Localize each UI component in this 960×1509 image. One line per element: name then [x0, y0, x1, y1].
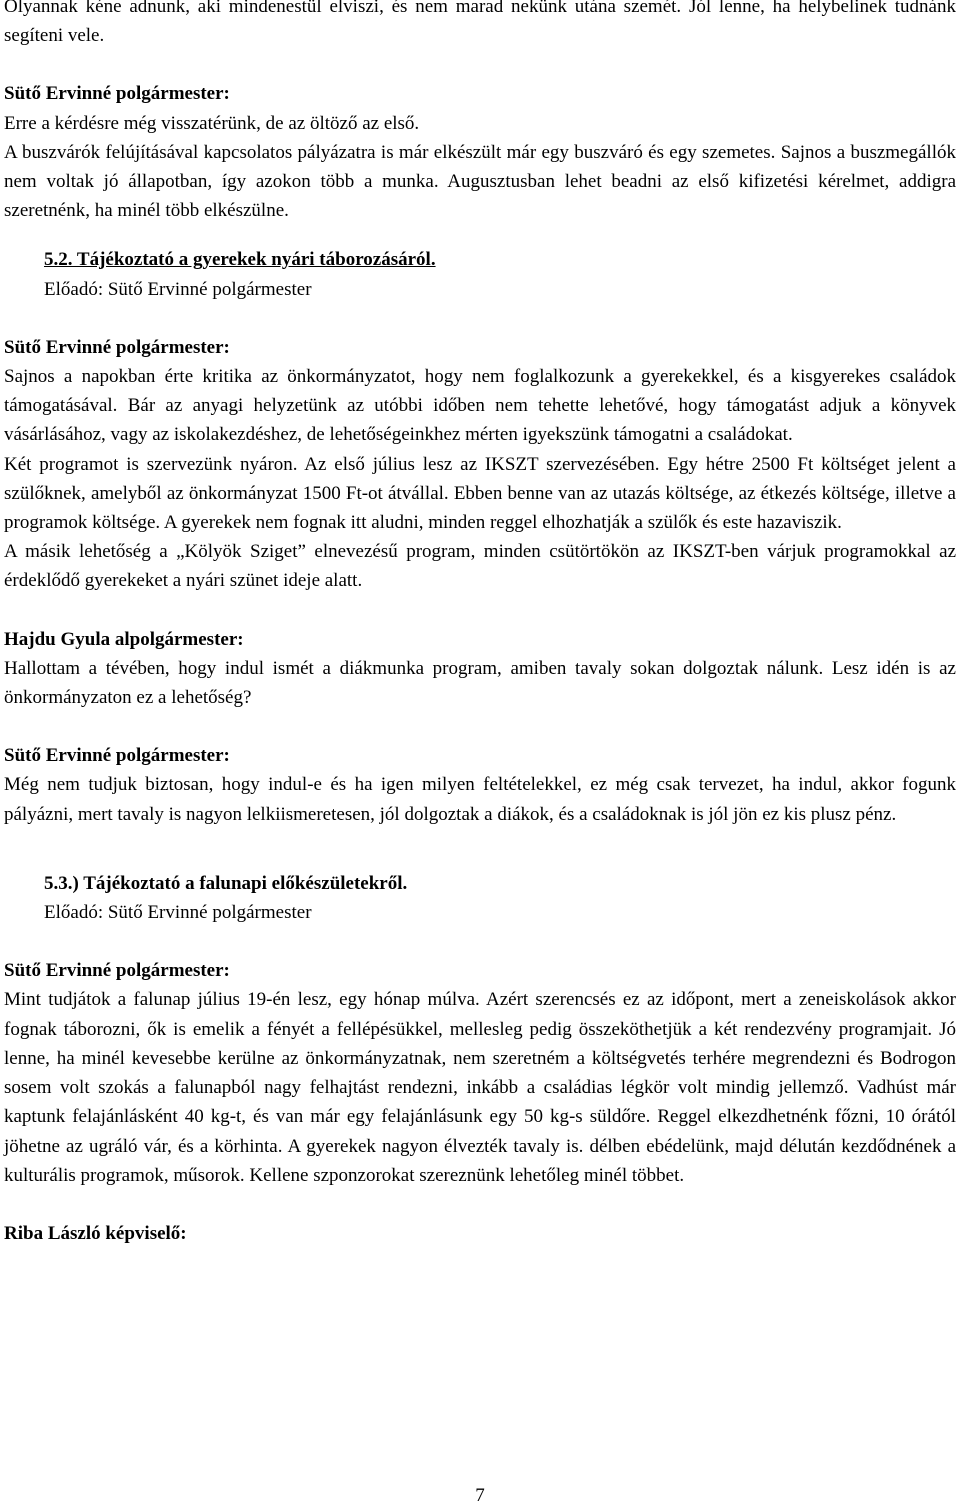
spacer — [4, 596, 956, 625]
spacer — [4, 829, 956, 869]
speaker-label: Sütő Ervinné polgármester: — [4, 336, 230, 358]
spacer — [4, 927, 956, 956]
document-body — [4, 0, 956, 1248]
section-heading: 5.3.) Tájékoztató a falunapi előkészületekről. — [44, 872, 408, 894]
paragraph: A másik lehetőség a „Kölyök Sziget” elnevezésű program, minden csütörtökön az IKSZT-ben várjuk programokkal az érdeklődő gyerekeket a nyári szünet ideje alatt. — [4, 541, 956, 592]
paragraph: Még nem tudjuk biztosan, hogy indul-e és ha igen milyen feltételekkel, ez még csak tervezet, ha indul, akkor fogunk pályázni, mert tavaly is nagyon lelkiismeretesen, jól dolgoztak a diákok, és a családoknak is jól jön ez kis plusz pénz. — [4, 774, 956, 825]
paragraph: Olyannak kéne adnunk, aki mindenestül elviszi, és nem marad nekünk utána szemét. Jól lenne, ha helybelinek tudnánk segíteni vele. — [4, 0, 956, 47]
spacer — [4, 1190, 956, 1219]
spacer — [4, 712, 956, 741]
paragraph: Erre a kérdésre még visszatérünk, de az öltöző az első. — [4, 112, 420, 134]
section-heading: 5.2. Tájékoztató a gyerekek nyári táborozásáról. — [44, 249, 436, 271]
paragraph: Mint tudjátok a falunap július 19-én lesz, egy hónap múlva. Azért szerencsés ez az időpont, mert a zeneiskolások akkor fognak táborozni, ők is emelik a fényét a fellépésükkel, mellesleg pedig összeköthetjük a két rendezvény programjait. Jó lenne, ha minél kevesebbe kerülne az önkormányzatnak, nem szeretném a költségvetés terhére megrendezni és Bodrogon sosem volt szokás a falunapból nagy felhajtást rendezni, inkább a családias légkör volt mindig jellemző. Vadhúst már kaptunk felajánlásként 40 kg-t, és van már egy felajánlásunk egy 50 kg-s süldőre. Reggel elkezdhetnénk főzni, 10 órától jöhetne az ugráló vár, és a körhinta. A gyerekek nagyon élvezték tavaly is. délben ebédelünk, majd délután kezdődnének a kulturális programok, műsorok. Kellene szponzorokat szereznünk lehetőleg minél többet. — [4, 989, 956, 1186]
paragraph: Hallottam a tévében, hogy indul ismét a diákmunka program, amiben tavaly sokan dolgoztak nálunk. Lesz idén is az önkormányzaton ez a lehetőség? — [4, 657, 956, 709]
presenter-line: Előadó: Sütő Ervinné polgármester — [44, 278, 312, 300]
speaker-label: Riba László képviselő: — [4, 1222, 187, 1244]
paragraph: A buszvárók felújításával kapcsolatos pályázatra is már elkészült már egy buszváró és egy szemetes. Sajnos a buszmegállók nem voltak jó állapotban, így azokon több a munka. Augusztusban lehet beadni az első kifizetési kérelmet, addigra szeretnénk, ha minél több elkészülne. — [4, 141, 956, 222]
speaker-label: Hajdu Gyula alpolgármester: — [4, 628, 244, 650]
page-number: 7 — [475, 1485, 485, 1506]
spacer — [4, 50, 956, 79]
paragraph: Két programot is szervezünk nyáron. Az első július lesz az IKSZT szervezésében. Egy hétre 2500 Ft költséget jelent a szülőknek, amelyből az önkormányzat 1500 Ft-ot átvállal. Ebben benne van az utazás költsége, az étkezés költsége, illetve a programok költsége. A gyerekek nem fognak itt aludni, minden reggel elhozhatják a szülők és este hazaviszik. — [4, 453, 956, 534]
speaker-label: Sütő Ervinné polgármester: — [4, 83, 230, 105]
spacer — [4, 304, 956, 333]
speaker-label: Sütő Ervinné polgármester: — [4, 745, 230, 767]
spacer — [4, 225, 956, 245]
presenter-line: Előadó: Sütő Ervinné polgármester — [44, 902, 312, 924]
speaker-label: Sütő Ervinné polgármester: — [4, 960, 230, 982]
paragraph: Sajnos a napokban érte kritika az önkormányzatot, hogy nem foglalkozunk a gyerekekkel, és a kisgyerekes családok támogatásával. Bár az anyagi helyzetünk az utóbbi időben nem tehette lehetővé, hogy támogatást adjuk a könyvek vásárlásához, vagy az iskolakezdéshez, de lehetőségeinkhez mérten igyekszünk támogatni a családokat. — [4, 366, 956, 446]
